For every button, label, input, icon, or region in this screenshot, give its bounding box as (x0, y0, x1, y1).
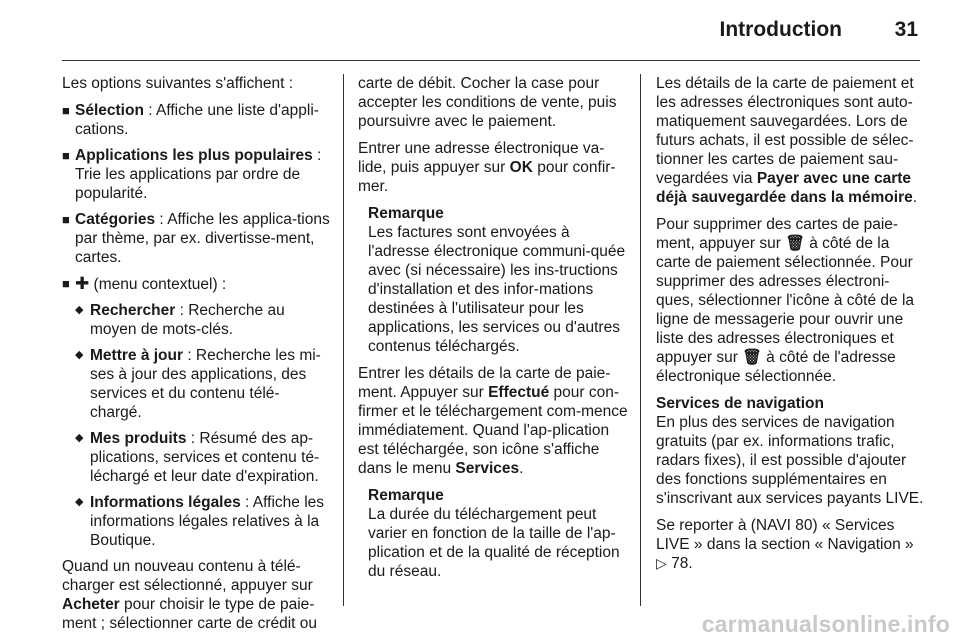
list-item-text: : Trie les applications par ordre de popularité. (75, 147, 322, 202)
list-item (62, 210, 330, 267)
sub-item-text: : Affiche les informations légales relatives à la Boutique. (90, 494, 325, 549)
list-item (62, 146, 330, 203)
sub-list-item (62, 301, 330, 339)
column-3 (656, 74, 924, 581)
arrow-ref-icon: ▷ (656, 555, 667, 571)
trash-icon: 🗑 (785, 235, 805, 252)
paragraph: Entrer les détails de la carte de paie-ment. Appuyer sur Effectué pour con-firmer et le téléchargement com-mence immédiatement. Quand l'ap-plication est téléchargée, son icône s'affiche dans le menu Services. (358, 365, 628, 477)
diamond-bullet-icon: ◆ (75, 432, 84, 444)
page-number: 31 (894, 18, 918, 41)
remark-title: Remarque (368, 487, 444, 504)
list-item-text: : Affiche les applica-tions par thème, par ex. divertisse-ment, cartes. (75, 211, 330, 266)
saved-card-term: Payer avec une carte déjà sauvegardée dans la mémoire (656, 170, 913, 206)
trash-icon: 🗑 (742, 349, 762, 366)
column-divider-1 (343, 74, 344, 606)
column-divider-2 (640, 74, 641, 606)
sub-item-text: : Recherche au moyen de mots-clés. (90, 302, 285, 338)
list-item-text: : Affiche une liste d'appli-cations. (75, 102, 319, 138)
plus-icon: ✚ (75, 274, 90, 293)
sub-list-item (62, 493, 330, 550)
diamond-bullet-icon: ◆ (75, 349, 84, 361)
sub-item-term: Mettre à jour (90, 347, 184, 364)
list-item-term: Applications les plus populaires (75, 147, 313, 164)
purchase-paragraph: Quand un nouveau contenu à télé-charger est sélectionné, appuyer sur Acheter pour choisir le type de paie-ment ; sélectionner carte de crédit ou (62, 558, 318, 632)
services-term: Services (455, 460, 520, 477)
done-term: Effectué (488, 384, 550, 401)
list-item-term: Sélection (75, 102, 144, 119)
list-item (62, 101, 330, 139)
sub-item-term: Rechercher (90, 302, 176, 319)
sub-item-text: : Résumé des ap-plications, services et contenu té-léchargé et leur date d'expiration. (90, 430, 320, 485)
page-title: Introduction (719, 18, 842, 41)
remark-box (358, 486, 628, 581)
ok-term: OK (509, 159, 533, 176)
paragraph: Les détails de la carte de paiement et les adresses électroniques sont auto-matiquement sauvegardées. Lors de futurs achats, il est possible de sélec-tionner les cartes de paiement sau-vegardées via Payer avec une carte déjà sauvegardée dans la mémoire. (656, 75, 918, 206)
sub-item-term: Mes produits (90, 430, 187, 447)
square-bullet-icon: ■ (62, 276, 70, 291)
sub-list-item (62, 429, 330, 486)
sub-item-term: Informations légales (90, 494, 241, 511)
sub-list-item (62, 346, 330, 422)
intro-text: Les options suivantes s'affichent : (62, 75, 294, 92)
square-bullet-icon: ■ (62, 103, 70, 118)
square-bullet-icon: ■ (62, 212, 70, 227)
list-item-text: (menu contextuel) : (89, 276, 227, 293)
section-heading: Services de navigation (656, 395, 824, 412)
list-item (62, 274, 330, 294)
purchase-term: Acheter (62, 596, 120, 613)
paragraph: Entrer une adresse électronique va-lide, puis appuyer sur OK pour confir-mer. (358, 140, 616, 195)
square-bullet-icon: ■ (62, 148, 70, 163)
list-item-term: Catégories (75, 211, 156, 228)
sub-item-text: : Recherche les mi-ses à jour des applications, des services et du contenu télé-chargé. (90, 347, 321, 421)
diamond-bullet-icon: ◆ (75, 304, 84, 316)
remark-title: Remarque (368, 205, 444, 222)
column-2 (358, 74, 628, 589)
paragraph: carte de débit. Cocher la case pour accepter les conditions de vente, puis poursuivre avec le paiement. (358, 75, 617, 130)
header-rule (62, 60, 920, 61)
remark-box (358, 204, 628, 356)
paragraph: Pour supprimer des cartes de paie-ment, appuyer sur 🗑 à côté de la carte de paiement sélectionnée. Pour supprimer des adresses électroni-ques, sélectionner l'icône à côté de la ligne de messagerie pour ouvrir une liste des adresses électroniques et appuyer sur 🗑 à côté de l'adresse électronique sélectionnée. (656, 216, 915, 385)
diamond-bullet-icon: ◆ (75, 496, 84, 508)
remark-text: La durée du téléchargement peut varier en fonction de la taille de l'ap-plication et de la qualité de réception du réseau. (368, 506, 620, 580)
paragraph: En plus des services de navigation gratuits (par ex. informations trafic, radars fixes), il est possible d'ajouter des fonctions supplémentaires en s'inscrivant aux services payants LIVE. (656, 414, 924, 507)
column-1 (62, 74, 330, 641)
paragraph: Se reporter à (NAVI 80) « Services LIVE » dans la section « Navigation » ▷ 78. (656, 517, 914, 572)
remark-text: Les factures sont envoyées à l'adresse électronique communi-quée avec (si nécessaire) les ins-tructions d'installation et des infor-mations destinées à l'utilisateur pour les applications, les services ou d'autres contenus téléchargés. (368, 224, 626, 355)
watermark: carmanualsonline.info (701, 611, 950, 637)
